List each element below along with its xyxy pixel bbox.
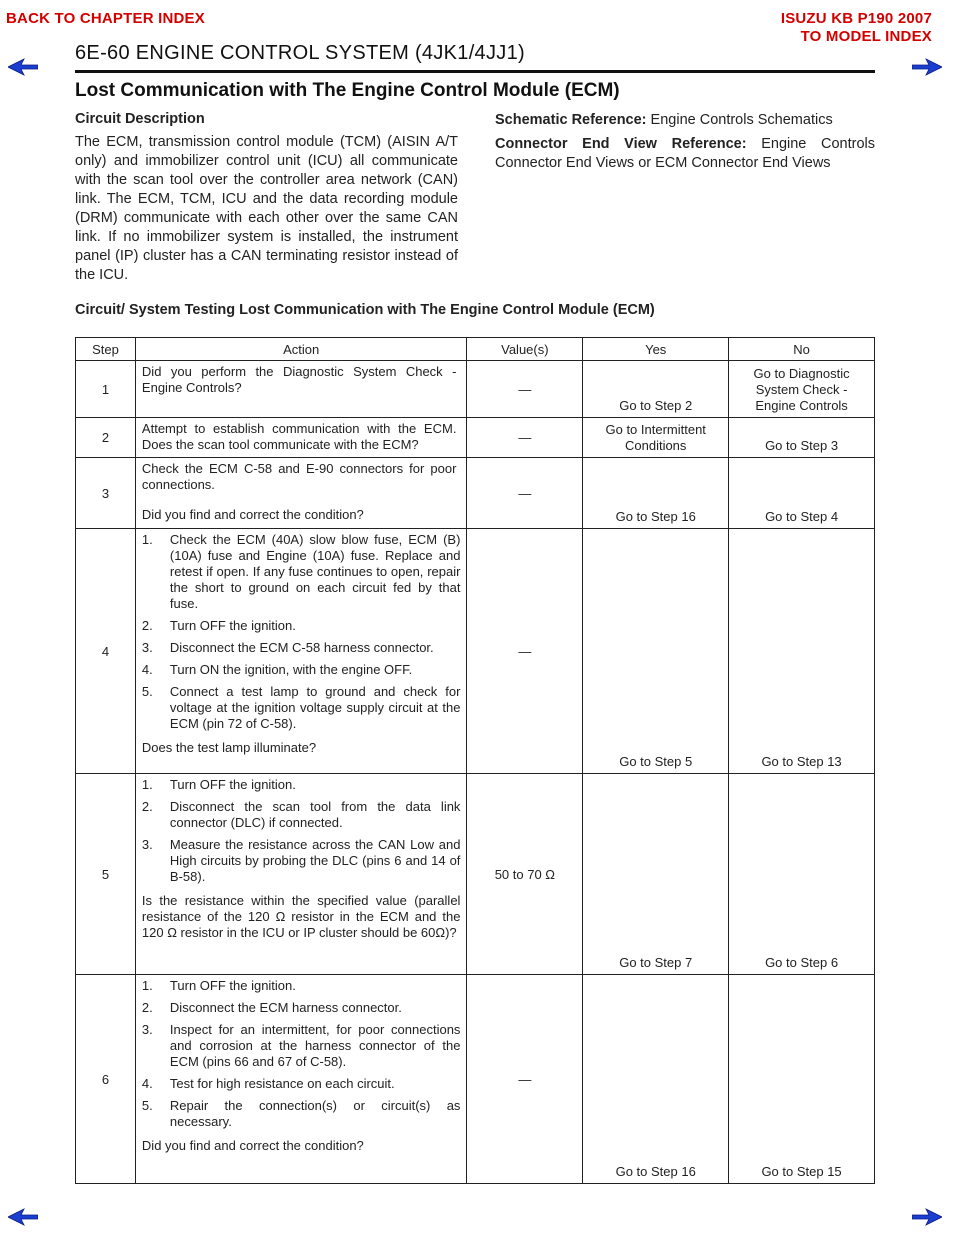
action-cell [135, 975, 467, 1184]
yes-cell: Go to Intermittent Conditions [583, 418, 729, 458]
action-question: Is the resistance within the specified value (parallel resistance of the 120 Ω resistor in the ECM and the 120 Ω resistor in the ICU or IP cluster should be 60Ω)? [141, 893, 461, 940]
value-cell: — [467, 361, 583, 418]
next-page-bottom-arrow-icon[interactable] [912, 1208, 942, 1226]
table-row [76, 529, 875, 774]
step-number: 2 [76, 418, 136, 458]
list-item: 4. Test for high resistance on each circuit. [141, 1076, 395, 1091]
value-cell: — [467, 458, 583, 529]
header-step: Step [76, 338, 136, 361]
no-cell: Go to Diagnostic System Check - Engine Controls [729, 361, 875, 418]
page-header-title: 6E-60 ENGINE CONTROL SYSTEM (4JK1/4JJ1) [75, 42, 525, 64]
step-number: 4 [76, 529, 136, 774]
header-no: No [729, 338, 875, 361]
yes-cell: Go to Step 7 [583, 774, 729, 975]
header-divider [75, 70, 875, 73]
yes-cell: Go to Step 2 [583, 361, 729, 418]
action-steps-list [142, 978, 461, 1130]
action-cell [135, 458, 467, 529]
yes-cell: Go to Step 5 [583, 529, 729, 774]
step-number: 5 [76, 774, 136, 975]
action-cell [135, 774, 467, 975]
action-cell [135, 418, 467, 458]
table-row [76, 458, 875, 529]
table-title: Circuit/ System Testing Lost Communication with The Engine Control Module (ECM) [75, 302, 655, 318]
action-steps-list [142, 777, 461, 885]
no-cell: Go to Step 3 [729, 418, 875, 458]
header-yes: Yes [583, 338, 729, 361]
model-title-link[interactable]: ISUZU KB P190 2007 [780, 10, 932, 27]
no-cell: Go to Step 6 [729, 774, 875, 975]
action-text: Check the ECM C-58 and E-90 connectors for poor connections. [141, 461, 457, 492]
list-item: 2. Turn OFF the ignition. [141, 618, 296, 633]
schematic-reference [495, 111, 875, 130]
action-text: Did you perform the Diagnostic System Check - Engine Controls? [141, 364, 457, 395]
step-number: 1 [76, 361, 136, 418]
step-number: 3 [76, 458, 136, 529]
list-item: 3. Measure the resistance across the CAN Low and High circuits by probing the DLC (pins 6 and 14 of B-58). [141, 837, 461, 884]
no-cell: Go to Step 15 [729, 975, 875, 1184]
to-model-index-link[interactable]: TO MODEL INDEX [800, 28, 932, 45]
value-cell: — [467, 529, 583, 774]
connector-reference-value: Engine Controls Connector End Views or ECM Connector End Views [495, 136, 876, 171]
list-item: 2. Disconnect the ECM harness connector. [141, 1000, 402, 1015]
list-item: 3. Inspect for an intermittent, for poor connections and corrosion at the harness connector of the ECM (pins 66 and 67 of C-58). [141, 1022, 461, 1069]
header-action: Action [135, 338, 467, 361]
circuit-description-body: The ECM, transmission control module (TCM) (AISIN A/T only) and immobilizer control unit (ICU) all communicate with the scan tool over the controller area network (CAN) link. The ECM, TCM, ICU and the data recording module (DRM) communicate with each other over the same CAN link. If no immobilizer system is installed, the instrument panel (IP) cluster has a CAN terminating resistor instead of the ICU. [75, 134, 458, 283]
value-cell: 50 to 70 Ω [467, 774, 583, 975]
no-cell: Go to Step 13 [729, 529, 875, 774]
action-text: Attempt to establish communication with the ECM. Does the scan tool communicate with the ECM? [141, 421, 457, 452]
list-item: 2. Disconnect the scan tool from the data link connector (DLC) if connected. [141, 799, 461, 830]
previous-page-bottom-arrow-icon[interactable] [8, 1208, 38, 1226]
yes-cell: Go to Step 16 [583, 975, 729, 1184]
table-row [76, 975, 875, 1184]
list-item: 5. Connect a test lamp to ground and check for voltage at the ignition voltage supply circuit at the ECM (pin 72 of C-58). [141, 684, 461, 731]
table-row [76, 774, 875, 975]
schematic-reference-label: Schematic Reference: [495, 112, 647, 128]
action-question: Does the test lamp illuminate? [141, 740, 317, 755]
back-to-chapter-index-link[interactable]: BACK TO CHAPTER INDEX [6, 10, 205, 27]
table-row [76, 418, 875, 458]
list-item: 1. Check the ECM (40A) slow blow fuse, ECM (B) (10A) fuse and Engine (10A) fuse. Replace and retest if open. If any fuse continues to open, repair the short to ground on each circuit fed by that fuse. [141, 532, 461, 611]
table-row [76, 361, 875, 418]
list-item: 3. Disconnect the ECM C-58 harness connector. [141, 640, 434, 655]
connector-end-view-reference [495, 135, 875, 173]
next-page-arrow-icon[interactable] [912, 58, 942, 76]
action-steps-list [142, 532, 461, 732]
action-question: Did you find and correct the condition? [141, 1138, 364, 1153]
yes-cell: Go to Step 16 [583, 458, 729, 529]
value-cell: — [467, 418, 583, 458]
no-cell: Go to Step 4 [729, 458, 875, 529]
header-values: Value(s) [467, 338, 583, 361]
action-cell [135, 361, 467, 418]
connector-reference-label: Connector End View Reference: [495, 136, 747, 152]
list-item: 4. Turn ON the ignition, with the engine OFF. [141, 662, 413, 677]
schematic-reference-value: Engine Controls Schematics [650, 112, 833, 128]
table-header-row [76, 338, 875, 361]
value-cell: — [467, 975, 583, 1184]
action-cell [135, 529, 467, 774]
section-title: Lost Communication with The Engine Control Module (ECM) [75, 80, 620, 101]
list-item: 1. Turn OFF the ignition. [141, 978, 296, 993]
action-question: Did you find and correct the condition? [141, 507, 364, 522]
circuit-description-heading: Circuit Description [75, 111, 205, 127]
diagnostic-table [75, 337, 875, 1184]
step-number: 6 [76, 975, 136, 1184]
list-item: 1. Turn OFF the ignition. [141, 777, 296, 792]
list-item: 5. Repair the connection(s) or circuit(s) as necessary. [141, 1098, 461, 1129]
previous-page-arrow-icon[interactable] [8, 58, 38, 76]
